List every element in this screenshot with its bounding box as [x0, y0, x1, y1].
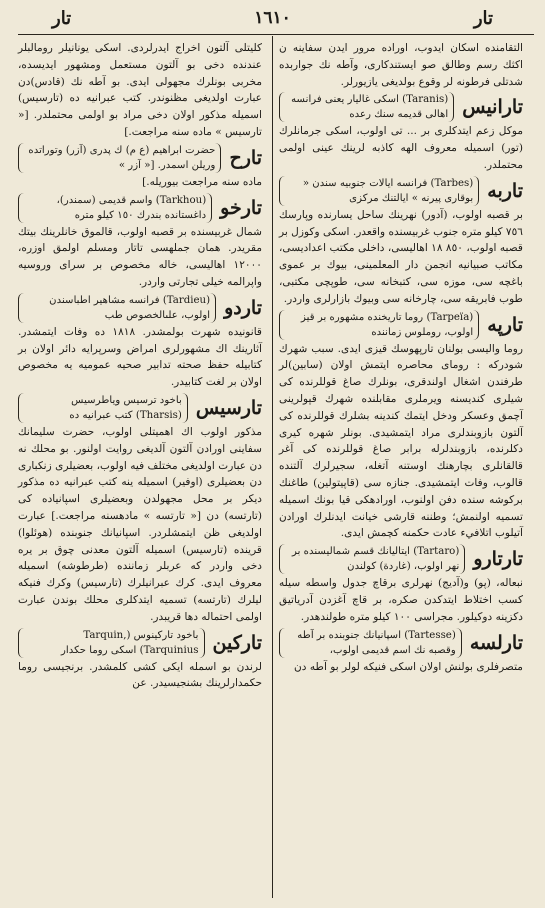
entry-heading [18, 293, 262, 323]
dictionary-entry [18, 143, 262, 191]
dictionary-entry [279, 176, 523, 308]
left-column [18, 40, 262, 694]
entry-heading [279, 92, 523, 122]
entry-heading [279, 176, 523, 206]
entry-headword: تاردو [224, 296, 262, 319]
entry-head-note: حضرت ابراهيم (ع م) ك پدرى (آزر) وتوراتده وريلن اسمدر. [« آزر » [18, 143, 221, 173]
entry-body: لرندن بو اسمله ايكى كشى كلمشدر. برنجيسى روما حكمدارلرينك بشنجيسيدر. عن [18, 660, 262, 690]
entry-body: متصرفلرى بولنش اولان اسكى فنيكه لولر بو آطه دن [293, 660, 523, 673]
entry-heading [279, 544, 523, 574]
dictionary-entry [18, 40, 262, 141]
right-column [279, 40, 523, 677]
entry-heading [18, 628, 262, 658]
entry-head-note: (Tardieu) فرانسه مشاهير اطباسندن اولوب، علىالخصوص طب [18, 293, 216, 323]
entry-body: موكل زعم ايتدكلرى بر ... تى اولوب، اسكى جرمانلرك (تور) اسميله معروف الهه كاذبه لرينك عينى اولمى محتملدر. [279, 125, 523, 171]
dictionary-entry [279, 310, 523, 543]
dictionary-entry [279, 628, 523, 676]
entry-head-note: باخود تاركينوس (Tarquin, Tarquinius) اسكى روما حكدار [18, 628, 205, 658]
entry-headword: تاركين [212, 631, 262, 654]
entry-heading [18, 143, 262, 173]
page-header [0, 0, 545, 34]
dictionary-entry [279, 544, 523, 625]
entry-head-note: (Tartaro) ايتاليانك قسم شماليسنده بر نهر اولوب، (غاردة) كولندن [279, 544, 465, 574]
entry-head-note: (Taranis) اسكى غاليار يعنى فرانسه اهالى قديمه سنك رعده [279, 92, 454, 122]
entry-body: مذكور اولوب اك اهميتلى اولوب، حضرت سليمانك سفاينى اورادن آلتون آلديغى روايت اولنور. بو محلك نه دن عبارت اولديغى مختلف فيه اولوب، بعضيلرى زنكبارى دن بعضيلرى (اوفير) اسميله ينه كتب عبرانيه ده مذكور ديكر بر محل مجهولدن وبعضيلرى اسپانياده كى (تارتسه) دن [« تارتسه » مادهسنه مراجعت.] عبارت اولديغى ظن ايتمشلردر. اسپانيانك جنوبنده (هوئلوا) قرينده (تارسيس) اسميله آلتون معدنى چوق بر يره دخى واردر كه عربلر زماننده (طرطوشه) اسميله معروف ايدى. كرك عبرانيلرك (تارسيس) وكرك فنيكه ليلرك (تارتسه) تسميه ايتدكلرى محلك بوندن عبارت اولمى احتماله دها قريبدر. [18, 425, 262, 623]
dictionary-entry [18, 293, 262, 391]
entry-body: ماده سنه مراجعت بيوريله.] [142, 175, 262, 188]
entry-head-note: باخود ترسيس وياطرسيس (Tharsis) كتب عبرانيه ده [18, 393, 188, 423]
header-rule [18, 34, 534, 35]
dictionary-entry [18, 193, 262, 291]
entry-head-note: (Tartesse) اسپانيانك جنوبنده بر آطه وقصبه نك اسم قديمى اولوب، [279, 628, 462, 658]
entry-head-note: (Tarpeïa) روما تاريخنده مشهوره بر قيز اولوب، روملوس زماننده [279, 310, 479, 340]
page-number: ١٦١٠ [254, 8, 291, 28]
entry-heading [18, 393, 262, 423]
entry-body: شمال غربيسنده بر قصبه اولوب، قالموق خانلرينك بيتك مقريدر. همان جملهسى تاتار ومسلم اولمق اوزره، ١٢٠٠٠ اهاليسى، خاله مخصوص بر سراى وروسيه واپرالمه خيلى تجارتى واردر. [18, 225, 262, 288]
entry-headword: تارخو [220, 196, 262, 219]
entry-headword: تارح [229, 146, 262, 169]
dictionary-entry [18, 628, 262, 693]
entry-heading [279, 310, 523, 340]
running-title-right: تار [473, 8, 493, 29]
entry-headword: تارسيس [195, 396, 262, 419]
entry-headword: تارتارو [473, 548, 523, 571]
entry-body: التقامنده اسكان ايدوب، اوراده مرور ايدن سفاينه ن اكثك رسم وطالق صو ايستندكارى، وآطه نك جواربده شدتلى فرطونه لر وقوع بولديغى يازيورلر. [279, 42, 523, 88]
dictionary-entry [279, 40, 523, 90]
entry-headword: تارلسه [469, 631, 523, 654]
running-title-left: تار [52, 8, 72, 29]
entry-body: بر قصبه اولوب، (آدور) نهرينك ساحل يسارنده وپارسك ٧٥٦ كيلو متره جنوب غربيسنده واقعدر. اسكى وكوزل بر قصبه اولوب، ٨٥٠ ١٨ اهاليسى، داخلى مكتب اعداديسى، مكاتب صبيانيه انجمن دار المعلمينى، بيوك بر عموى باغچه سى، موزه سى، كتبخانه سى، طوپچى مكتبى، طوب فابريقه سى، چارخانه سى وبيوك بازارلرى واردر. [278, 208, 523, 305]
entry-headword: تاربه [487, 179, 523, 202]
entry-headword: تارانيس [462, 96, 523, 119]
entry-head-note: (Tarbes) فرانسه ايالات جنوبيه سندن « بوقارى پيرنه » ايالتنك مركزى [279, 176, 479, 206]
entry-body: كليتلى آلتون اخراج ايدرلردى. اسكى يونانيلر رومالبلر عندنده دخى بو آلتون مستعمل ومشهور ايديسده، مخربى بونلرك مجهولى ايدى. بو آطه نك (قادس)دن عبارت اولديغى مظنوندر. كتب عبرانيه ده (تارسيس) اسميله مذكور اولان دخى مراد بو اولمى محتملدر. [« تارسيس » ماده سنه مراجعت.] [18, 42, 262, 138]
column-divider [272, 36, 273, 898]
dictionary-entry [18, 393, 262, 626]
entry-body: قانونيده شهرت بولمشدر. ١٨١٨ ده وفات ايتمشدر. آثارينك اك مشهورلرى امراض وسرپرايه دائر اولان بر كتابيله حفظ صحته تدابير صحيه عموميه يه مخصوص اولان بر لغت كتابيدر. [18, 325, 262, 389]
entry-body: نبعاله، (پو) و(آديج) نهرلرى برقاچ جدول واسطه سيله كسب اختلاط ايتدكدن صكره، بر قاچ آغزدن آدرياتيق دكزينه دوكيلور. مجراسى ١٠٠ كيلو متره طولندهدر. [279, 577, 523, 623]
entry-headword: تارپه [487, 313, 523, 336]
entry-head-note: (Tarkhou) واسم قديمى (سمندر)، داغستانده بندرك ١٥٠ كيلو متره [18, 193, 212, 223]
entry-body: روما واليسى بولنان تارپهوسك قيزى ايدى. سبب شهرك شودركه : روماى محاصره ايتمش اولان (سابين)لر طرفندن اشغال اولندقرى، بونلرك صاغ قوللرنده كى شيلرى كنديسنه ويرملرى مقابلنده شهرك قپولرينى آچمق وعسكر ودخل ايتمك كندينه بشلرك قوللرنده كى آلتون بازوبندلرى مراد ايتمشيدى. بونلر شهره كيرى دكلرنده، بازوبندلرله برابر صاغ قوللرنده كى آغر قالقانلرى بچارهنك اوستنه آتغله، سجيرلرك آلتنده قالوب، وفات ايتمشيدى. جنازه سى (قاپيتولين) طاغنك بركوشه سنده دفن اولنوب، اورادهكى قيا بونك اسميله تسميه اولنمش؛ وطننه قارشى خيانت ايدنلرك اورادن آتيلوب اتلافيء عادت حكمنه كچمش ايدى. [279, 342, 523, 540]
dictionary-entry [279, 92, 523, 173]
entry-heading [18, 193, 262, 223]
entry-heading [279, 628, 523, 658]
